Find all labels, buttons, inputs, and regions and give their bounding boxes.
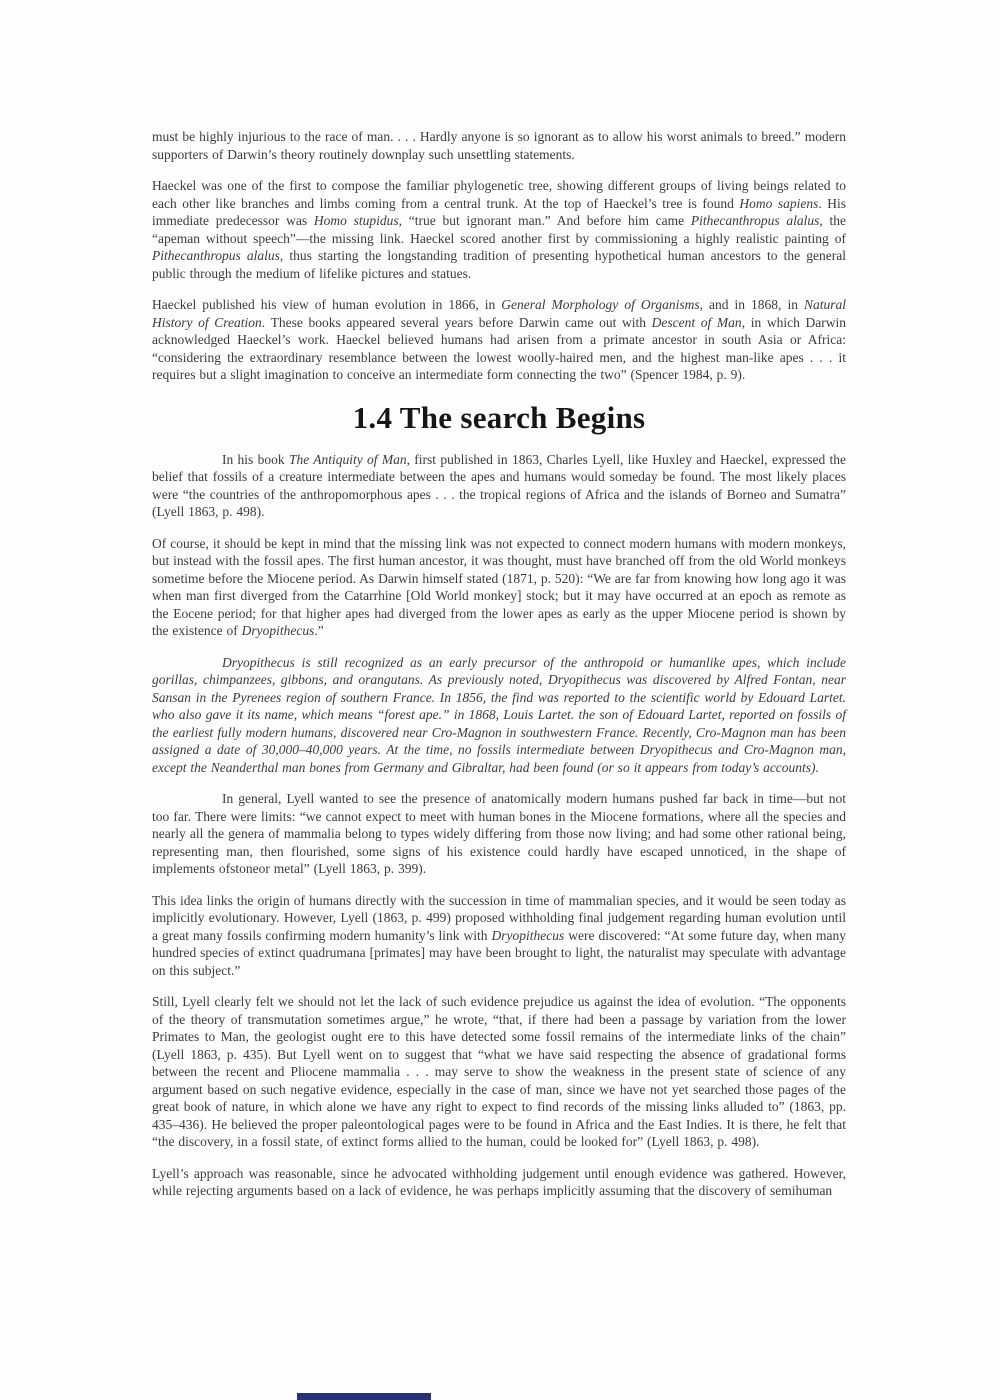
text-run: , “true but ignorant man.” And before him came — [398, 213, 691, 228]
italic-text-run: Descent of Man — [651, 314, 742, 330]
text-run: , in which Darwin acknowledged Haeckel’s work. Haeckel believed humans had arisen from a primate ancestor in south Asia or Africa: “considering the extraordinary resemblance between the lowest woolly-haired men, and the highest man-like apes . . . it requires but a slight imagination to conceive an intermediate form connecting the two” (Spencer 1984, p. 9). — [152, 314, 846, 382]
paragraph — [152, 128, 846, 163]
paragraph — [152, 451, 846, 521]
text-run: Still, Lyell clearly felt we should not let the lack of such evidence prejudice us against the idea of evolution. “The opponents of the theory of transmutation sometimes argue,” he wrote, “that, if there had been a passage by variation from the lower Primates to Man, the geologist ought ere to this have detected some fossil remains of the intermediate links of the chain” (Lyell 1863, p. 435). But Lyell went on to suggest that “what we have said respecting the absence of gradational forms between the recent and Pliocene mammalia . . . may serve to show the weakness in the present state of science of any argument based on such negative evidence, especially in the case of man, since we have not yet searched those pages of the great book of nature, in which alone we have any right to expect to find records of the missing links alluded to” (1863, pp. 435–436). He believed the proper paleontological pages were to be found in Africa and the East Indies. It is there, he felt that “the discovery, in a fossil state, of extinct forms allied to the human, could be looked for” (Lyell 1863, p. 498). — [152, 994, 846, 1149]
italic-text-run: Homo stupidus — [313, 213, 399, 228]
paragraph — [152, 790, 846, 878]
text-run: . His immediate predecessor was — [152, 195, 846, 228]
italic-text-run: The Antiquity of Man — [288, 451, 407, 467]
text-run: Haeckel was one of the first to compose the familiar phylogenetic tree, showing different groups of living beings related to each other like branches and limbs coming from a central trunk. At the top of Haeckel’s tree is found — [152, 178, 846, 211]
italic-text-run: Homo sapiens — [739, 195, 819, 211]
paragraph — [152, 177, 846, 282]
text-run: This idea links the origin of humans directly with the succession in time of mammalian species, and it would be seen today as implicitly evolutionary. However, Lyell (1863, p. 499) proposed withholding final judgement regarding human evolution until a great many fossils confirming modern humanity’s link with — [152, 892, 846, 943]
italic-text-run: Pithecanthropus alalus — [690, 213, 820, 228]
paragraph — [152, 993, 846, 1151]
bottom-bar — [297, 1393, 431, 1400]
italic-text-run: Natural History of Creation — [152, 297, 846, 330]
italic-text-run: General Morphology of Organisms — [501, 297, 700, 312]
section-heading: 1.4 The search Begins — [352, 399, 646, 435]
italic-text-run: Dryopithecus — [491, 927, 565, 943]
text-run: Lyell’s approach was reasonable, since he advocated withholding judgement until enough evidence was gathered. However, while rejecting arguments based on a lack of evidence, he was perhaps implicitly assuming that the discovery of semihuman — [152, 1165, 846, 1198]
text-run: . These books appeared several years before Darwin came out with — [261, 314, 652, 330]
paragraph — [152, 535, 846, 640]
text-run: In general, Lyell wanted to see the presence of anatomically modern humans pushed far back in time—but not too far. There were limits: “we cannot expect to meet with human bones in the Miocene formations, where all the species and nearly all the genera of mammalia belong to types widely differing from those now living; and had some other rational being, representing man, then flourished, some signs of his existence could hardly have escaped unnoticed, in the shape of implements ofstoneor metal” (Lyell 1863, p. 399). — [152, 791, 846, 876]
paragraph — [152, 1165, 846, 1200]
text-run: In his book — [222, 451, 289, 467]
italic-text-run: Dryopithecus — [241, 623, 315, 638]
paragraph — [152, 296, 846, 384]
text-run: Dryopithecus is still recognized as an early precursor of the anthropoid or humanlike apes, which include gorillas, chimpanzees, gibbons, and orangutans. As previously noted, Dryopithecus was discovered by Alfred Fontan, near Sansan in the Pyrenees region of southern France. In 1856, the find was reported to the scientific world by Edouard Lartet. who also gave it its name, which means “forest ape.” in 1868, Louis Lartet. the son of Edouard Lartet, reported on fossils of the earliest fully modern humans, discovered near Cro-Magnon in southwestern France. Recently, Cro-Magnon man has been assigned a date of 30,000–40,000 years. At the time, no fossils intermediate between Dryopithecus and Cro-Magnon man, except the Neanderthal man bones from Germany and Gibraltar, had been found (or so it appears from today’s accounts). — [152, 654, 846, 775]
text-run: must be highly injurious to the race of man. . . . Hardly anyone is so ignorant as to allow his worst animals to breed.” modern supporters of Darwin’s theory routinely downplay such unsettling statements. — [152, 129, 846, 162]
text-run: , the “apeman without speech”—the missing link. Haeckel scored another first by commissioning a highly realistic painting of — [152, 213, 846, 246]
text-run: Of course, it should be kept in mind that the missing link was not expected to connect modern humans with modern monkeys, but instead with the fossil apes. The first human ancestor, it was thought, must have branched off from the old World monkeys sometime before the Miocene period. As Darwin himself stated (1871, p. 520): “We are far from knowing how long ago it was when man first diverged from the Catarrhine [Old World monkey] stock; but it may have occurred at an epoch as remote as the Eocene period; for that higher apes had diverged from the lower apes as early as the upper Miocene period is shown by the existence of — [152, 535, 846, 638]
text-run: , thus starting the longstanding tradition of presenting hypothetical human ancestors to the general public through the medium of lifelike pictures and statues. — [152, 248, 846, 281]
paragraph — [152, 892, 846, 980]
block-quote-paragraph — [152, 654, 846, 777]
text-run: .” — [314, 623, 324, 638]
text-run: were discovered: “At some future day, when many hundred species of extinct quadrumana [primates] may have been brought to light, the naturalist may speculate with advantage on this subject.” — [152, 927, 846, 978]
italic-text-run: Pithecanthropus alalus — [152, 248, 280, 263]
text-run: , and in 1868, in — [699, 297, 804, 312]
text-run: , first published in 1863, Charles Lyell, like Huxley and Haeckel, expressed the belief that fossils of a creature intermediate between the apes and humans would someday be found. The most likely places were “the countries of the anthropomorphous apes . . . the tropical regions of Africa and the islands of Borneo and Sumatra” (Lyell 1863, p. 498). — [152, 451, 846, 519]
page-content — [152, 128, 846, 1214]
text-run: Haeckel published his view of human evolution in 1866, in — [152, 297, 502, 312]
